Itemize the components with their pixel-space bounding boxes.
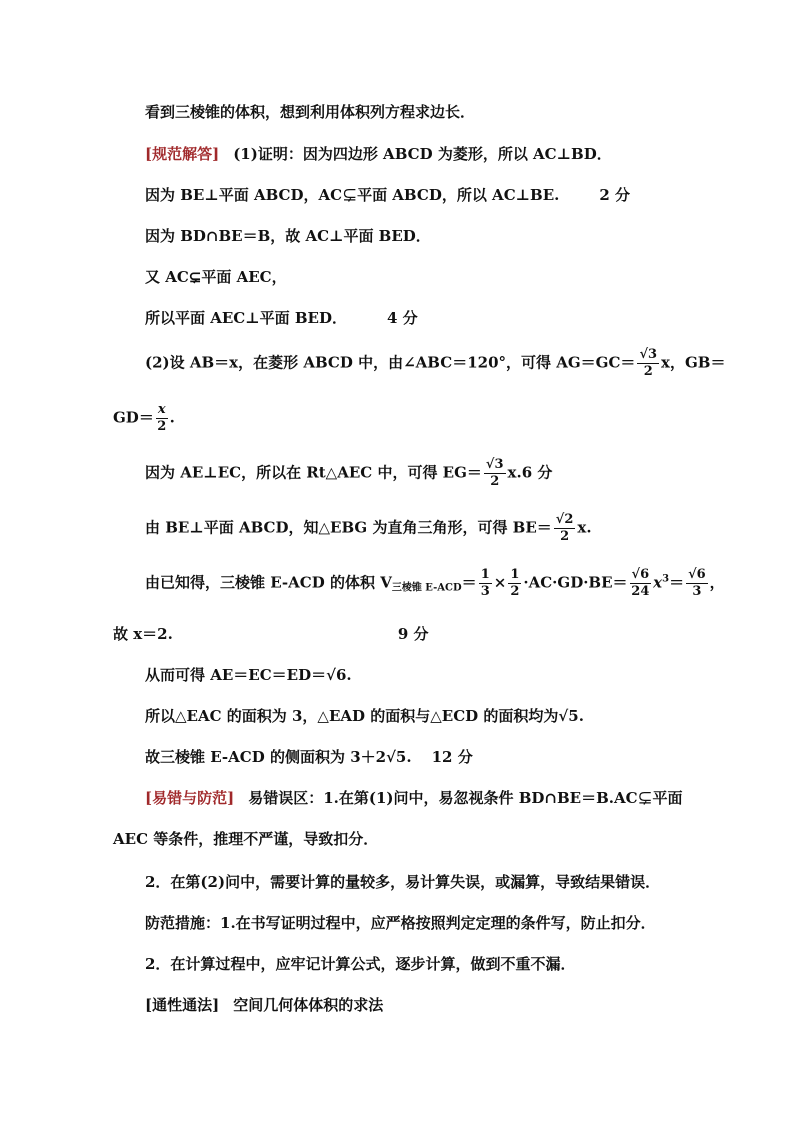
fraction-sqrt3-over-2: $\frac{√3}{2}$ [639, 347, 658, 379]
text-line-21: [通性通法] 空间几何体体积的求法 [145, 996, 384, 1014]
text-line-19: 防范措施：1.在书写证明过程中，应严格按照判定定理的条件写，防止扣分． [145, 914, 656, 932]
text-line-intro: 看到三棱锥的体积，想到利用体积列方程求边长． [145, 103, 476, 121]
text-line-18: 2．在第(2)问中，需要计算的量较多，易计算失误，或漏算，导致结果错误． [145, 873, 661, 891]
fraction-1-over-2: $\frac{1}{2}$ [510, 567, 520, 599]
fraction-1-over-3: $\frac{1}{3}$ [480, 567, 490, 599]
text-line-14: 所以△EAC 的面积为 3，△EAD 的面积与△ECD 的面积均为√5. [145, 707, 584, 725]
text-line-4: 因为 BD∩BE＝B，故 AC⊥平面 BED． [145, 227, 431, 245]
score-label: 12 分 [431, 748, 473, 766]
text-line-7: (2)设 AB＝x，在菱形 ABCD 中，由∠ABC＝120°，可得 AG＝GC＝ $\frac{√3}{2}$ x，GB＝ [145, 347, 726, 379]
text-line-17: AEC 等条件，推理不严谨，导致扣分． [113, 830, 379, 848]
text-line-5: 又 AC⊊平面 AEC， [145, 268, 287, 286]
text-line-12: 故 x＝2. 9 分 [113, 625, 429, 643]
text-line-11-volume: 由已知得，三棱锥 E-ACD 的体积 $V_{三棱锥 E-ACD}=$ $\frac{1}{3}$ × $\frac{1}{2}$ ·AC·GD·BE＝ $\frac{√6}{24}$ $x^3=$ $\frac{√6}{3}$ ， [145, 567, 725, 599]
text-line-10: 由 BE⊥平面 ABCD，知△EBG 为直角三角形，可得 BE＝ $\frac{√2}{2}$ x. [145, 512, 592, 544]
score-label: 6 分 [521, 463, 553, 482]
text-line-solution-start: [规范解答] (1)证明：因为四边形 ABCD 为菱形，所以 AC⊥BD． [145, 145, 612, 163]
section-tag-standard-solution: [规范解答] [145, 145, 220, 163]
text-line-13: 从而可得 AE＝EC＝ED＝√6. [145, 666, 352, 684]
section-tag-error-prevention: [易错与防范] [145, 789, 235, 807]
section-tag-general-method: [通性通法] [145, 996, 220, 1014]
text-line-8: GD＝ $\frac{x}{2}$ . [113, 402, 175, 434]
text-line-15: 故三棱锥 E-ACD 的侧面积为 3＋2√5. 12 分 [145, 748, 473, 766]
fraction-sqrt6-over-3: $\frac{√6}{3}$ [688, 567, 706, 599]
fraction-x-over-2: $\frac{x}{2}$ [157, 402, 167, 434]
text-line-9: 因为 AE⊥EC，所以在 Rt△AEC 中，可得 EG＝ $\frac{√3}{2}$ x.6 分 [145, 457, 553, 489]
fraction-sqrt2-over-2: $\frac{√2}{2}$ [555, 512, 574, 544]
text-line-20: 2．在计算过程中，应牢记计算公式，逐步计算，做到不重不漏． [145, 955, 576, 973]
score-label: 4 分 [386, 309, 418, 327]
fraction-sqrt6-over-24: $\frac{√6}{24}$ [631, 567, 650, 599]
text-line-6: 所以平面 AEC⊥平面 BED． 4 分 [145, 309, 418, 327]
score-label: 2 分 [599, 186, 631, 204]
text-line-16: [易错与防范] 易错误区：1.在第(1)问中，易忽视条件 BD∩BE＝B.AC⊊平面 [145, 789, 683, 807]
score-label: 9 分 [397, 625, 429, 643]
text-line-3: 因为 BE⊥平面 ABCD，AC⊊平面 ABCD，所以 AC⊥BE. 2 分 [145, 186, 631, 204]
fraction-sqrt3-over-2: $\frac{√3}{2}$ [485, 457, 504, 489]
